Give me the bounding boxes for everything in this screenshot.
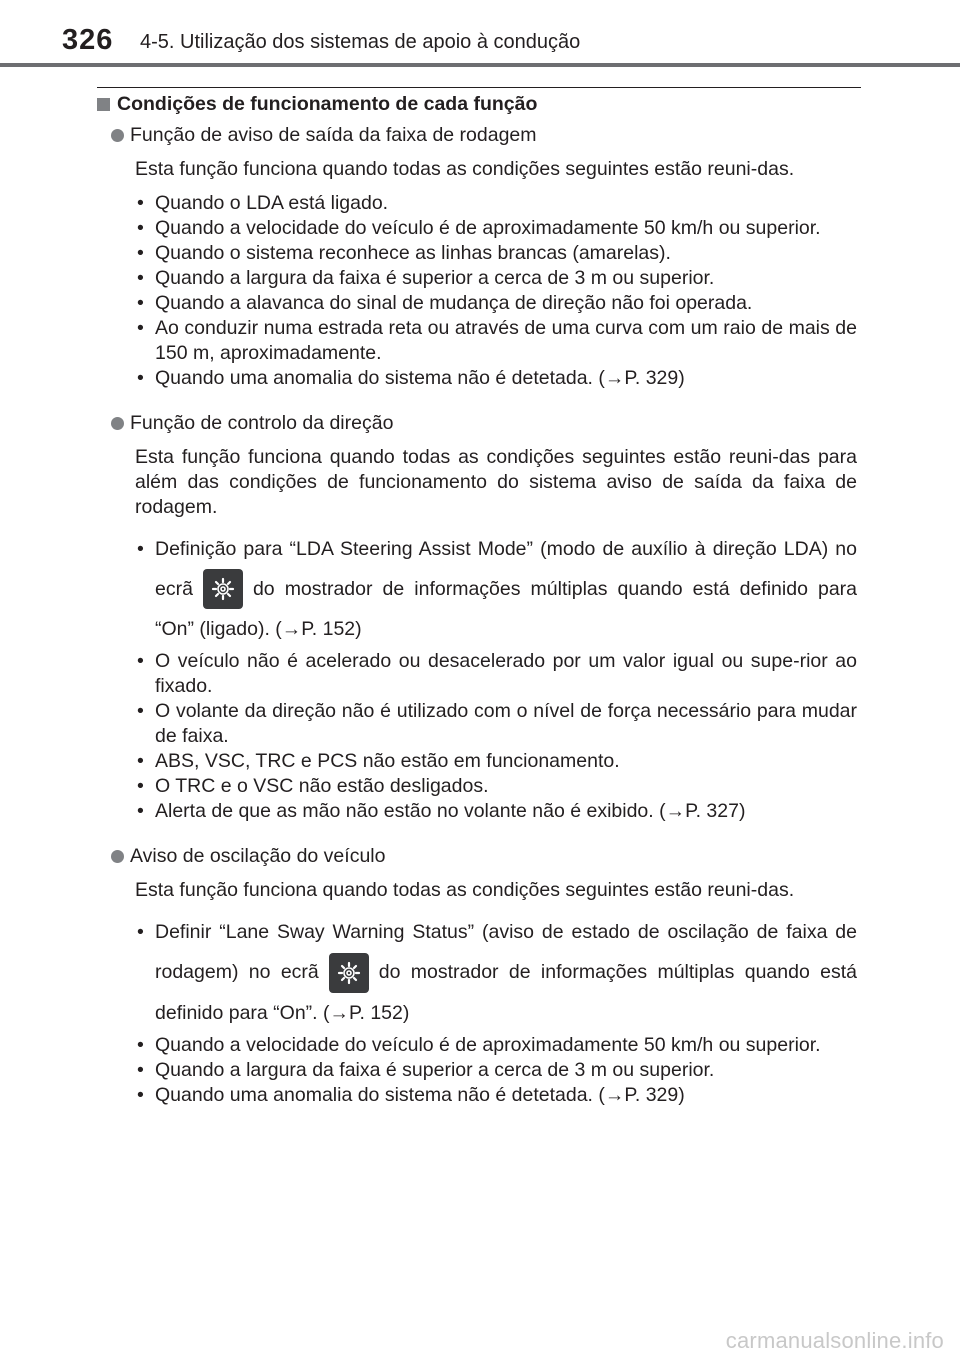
list-item-text-after: do mostrador de informações múltiplas quando está definido para “On”. (→P. 152) (155, 960, 857, 1024)
list-item: • O veículo não é acelerado ou desacelerado por um valor igual ou supe-rior ao fixado. (135, 649, 857, 699)
watermark: carmanualsonline.info (725, 1328, 944, 1353)
function-title (111, 844, 857, 869)
list-item: • Quando a velocidade do veículo é de aproximadamente 50 km/h ou superior. (135, 1033, 857, 1058)
function-description: Esta função funciona quando todas as condições seguintes estão reuni-das. (135, 158, 795, 180)
list-item-text-before: Definição para “LDA Steering Assist Mode” (modo de auxílio à direção LDA) no ecrã (155, 537, 857, 600)
square-bullet-icon (97, 98, 110, 111)
function-block-lane-departure (97, 123, 857, 391)
dot-bullet-icon (111, 850, 124, 863)
gear-icon (203, 569, 243, 609)
list-item-text-before: Definir “Lane Sway Warning Status” (aviso de estado de oscilação de faixa de rodagem) no ecrã (155, 920, 857, 983)
list-item: • Quando o sistema reconhece as linhas brancas (amarelas). (135, 241, 857, 266)
list-item: • Quando a largura da faixa é superior a cerca de 3 m ou superior. (135, 1058, 857, 1083)
list-item: • ABS, VSC, TRC e PCS não estão em funcionamento. (135, 749, 857, 774)
function-title (111, 123, 857, 148)
chapter-title: 4-5. Utilização dos sistemas de apoio à condução (140, 31, 581, 53)
page-header (0, 0, 960, 70)
list-item: • O TRC e o VSC não estão desligados. (135, 774, 857, 799)
section-heading (97, 92, 857, 117)
function-title-text: Função de aviso de saída da faixa de rodagem (130, 124, 537, 146)
list-item: • Quando a largura da faixa é superior a cerca de 3 m ou superior. (135, 266, 857, 291)
gear-icon (329, 953, 369, 993)
dot-bullet-icon (111, 129, 124, 142)
header-rule (0, 63, 960, 67)
condition-list (135, 912, 857, 1108)
list-item: • Quando uma anomalia do sistema não é detetada. (→P. 329) (135, 366, 857, 391)
list-item: • Quando o LDA está ligado. (135, 191, 857, 216)
list-item-with-icon (135, 912, 857, 1033)
function-block-steering-control (97, 411, 857, 825)
section-heading-text: Condições de funcionamento de cada função (117, 93, 538, 115)
list-item: • Ao conduzir numa estrada reta ou através de uma curva com um raio de mais de 150 m, aproximadamente. (135, 316, 857, 366)
list-item: • Quando uma anomalia do sistema não é detetada. (→P. 329) (135, 1083, 857, 1108)
function-title-text: Função de controlo da direção (130, 411, 394, 434)
function-description: Esta função funciona quando todas as condições seguintes estão reuni-das para além das condições de funcionamento do sistema aviso de saída da faixa de rodagem. (135, 445, 857, 518)
page-content (97, 92, 857, 1127)
condition-list (135, 191, 857, 391)
function-description: Esta função funciona quando todas as condições seguintes estão reuni-das. (135, 878, 795, 901)
function-block-sway-warning (97, 844, 857, 1108)
function-title-text: Aviso de oscilação do veículo (130, 844, 386, 867)
list-item-text-after: do mostrador de informações múltiplas quando está definido para “On” (ligado). (→P. 152) (155, 577, 857, 641)
list-item: • Quando a velocidade do veículo é de aproximadamente 50 km/h ou superior. (135, 216, 857, 241)
dot-bullet-icon (111, 417, 124, 430)
condition-list (135, 529, 857, 825)
page-number: 326 (62, 24, 114, 56)
list-item: • Alerta de que as mão não estão no volante não é exibido. (→P. 327) (135, 799, 857, 824)
list-item: • Quando a alavanca do sinal de mudança de direção não foi operada. (135, 291, 857, 316)
function-title (111, 411, 857, 436)
list-item-with-icon (135, 529, 857, 650)
section-divider (97, 87, 861, 88)
list-item: • O volante da direção não é utilizado com o nível de força necessário para mudar de faixa. (135, 699, 857, 749)
